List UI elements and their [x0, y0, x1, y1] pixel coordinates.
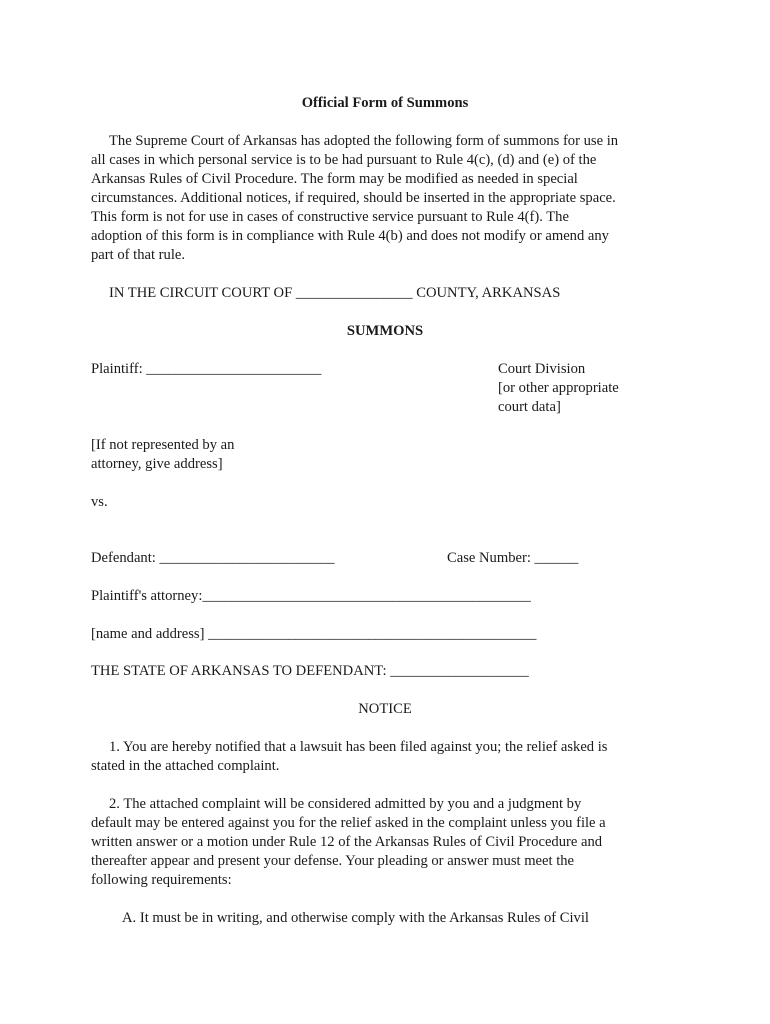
notice-2-line: written answer or a motion under Rule 12 of the Arkansas Rules of Civil Procedure and [91, 834, 603, 850]
requirement-a: A. It must be in writing, and otherwise comply with the Arkansas Rules of Civil [122, 910, 589, 926]
notice-heading: NOTICE [358, 701, 412, 717]
name-address-line: [name and address] _____________________________________________ [91, 626, 537, 642]
notice-1-line: stated in the attached complaint. [91, 758, 280, 774]
notice-1-line: 1. You are hereby notified that a lawsuit has been filed against you; the relief asked is [109, 739, 608, 755]
intro-paragraph [91, 132, 681, 265]
case-number-line: Case Number: ______ [447, 550, 579, 566]
court-division-block [498, 360, 619, 417]
plaintiff-attorney-line: Plaintiff's attorney:_____________________________________________ [91, 588, 531, 604]
defendant-line: Defendant: ________________________ [91, 550, 335, 566]
intro-line: Arkansas Rules of Civil Procedure. The form may be modified as needed in special [91, 171, 578, 187]
notice-item-1 [91, 738, 681, 776]
intro-line: The Supreme Court of Arkansas has adopted the following form of summons for use in [109, 133, 619, 149]
notice-2-line: 2. The attached complaint will be considered admitted by you and a judgment by [109, 796, 582, 812]
court-division-line: [or other appropriate [498, 380, 619, 396]
intro-line: part of that rule. [91, 247, 186, 263]
plaintiff-line: Plaintiff: ________________________ [91, 361, 322, 377]
page-title: Official Form of Summons [301, 95, 469, 111]
intro-line: circumstances. Additional notices, if required, should be inserted in the appropriate space. [91, 190, 616, 206]
versus-label: vs. [91, 494, 108, 510]
notice-2-line: thereafter appear and present your defense. Your pleading or answer must meet the [91, 853, 575, 869]
state-to-defendant-line: THE STATE OF ARKANSAS TO DEFENDANT: ___________________ [91, 663, 529, 679]
intro-line: This form is not for use in cases of constructive service pursuant to Rule 4(f). The [91, 209, 569, 225]
court-division-line: Court Division [498, 361, 586, 377]
address-note [91, 436, 234, 474]
notice-2-line: following requirements: [91, 872, 232, 888]
intro-line: all cases in which personal service is to be had pursuant to Rule 4(c), (d) and (e) of the [91, 152, 597, 168]
summons-heading: SUMMONS [346, 323, 424, 339]
court-division-line: court data] [498, 399, 561, 415]
address-note-line: attorney, give address] [91, 456, 223, 472]
court-heading: IN THE CIRCUIT COURT OF ________________ COUNTY, ARKANSAS [109, 285, 561, 301]
address-note-line: [If not represented by an [91, 437, 235, 453]
notice-2-line: default may be entered against you for the relief asked in the complaint unless you file a [91, 815, 606, 831]
intro-line: adoption of this form is in compliance with Rule 4(b) and does not modify or amend any [91, 228, 609, 244]
notice-item-2 [91, 795, 681, 890]
